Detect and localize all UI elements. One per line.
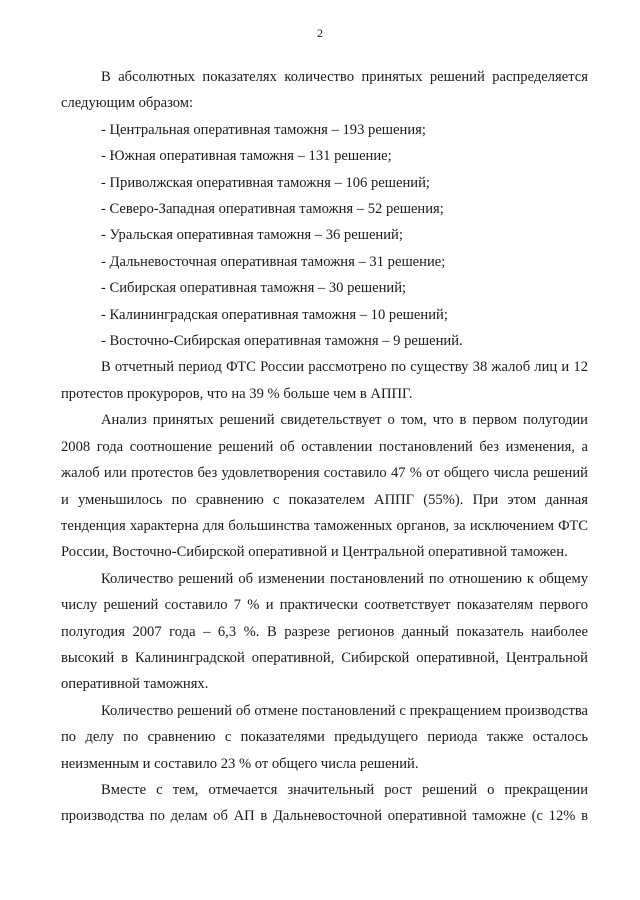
list-item: - Приволжская оперативная таможня – 106 решений;: [101, 174, 430, 191]
customs-decisions-list: [61, 117, 588, 355]
complaints-paragraph: В отчетный период ФТС России рассмотрено по существу 38 жалоб лиц и 12 протестов прокуроров, что на 39 % больше чем в АППГ.: [61, 359, 588, 402]
cancellation-paragraph: Количество решений об отмене постановлений с прекращением производства по делу по сравнению с показателями предыдущего периода также осталось неизменным и составило 23 % от общего числа решений.: [61, 702, 588, 772]
list-item: - Калининградская оперативная таможня – 10 решений;: [101, 306, 448, 323]
list-item: - Северо-Западная оперативная таможня – 52 решения;: [101, 201, 444, 218]
list-item: - Сибирская оперативная таможня – 30 решений;: [101, 280, 407, 297]
analysis-paragraph: Анализ принятых решений свидетельствует о том, что в первом полугодии 2008 года соотношение решений об оставлении постановлений без изменения, а жалоб или протестов без удовлетворения составило 47 % от общего числа решений и уменьшилось по сравнению с показателем АППГ (55%). При этом данная тенденция характерна для большинства таможенных органов, за исключением ФТС России, Восточно-Сибирской оперативной и Центральной оперативной таможен.: [61, 412, 588, 561]
list-item: - Восточно-Сибирская оперативная таможня – 9 решений.: [101, 333, 463, 350]
list-item: - Центральная оперативная таможня – 193 решения;: [101, 121, 426, 138]
document-body: [61, 64, 588, 830]
intro-paragraph: В абсолютных показателях количество принятых решений распределяется следующим образом:: [61, 69, 588, 112]
changes-paragraph: Количество решений об изменении постановлений по отношению к общему числу решений составило 7 % и практически соответствует показателям первого полугодия 2007 года – 6,3 %. В разрезе регионов данный показатель наиболее высокий в Калининградской оперативной, Сибирской оперативной, Центральной оперативной таможнях.: [61, 570, 588, 693]
list-item: - Уральская оперативная таможня – 36 решений;: [101, 227, 403, 244]
list-item: - Дальневосточная оперативная таможня – 31 решение;: [101, 253, 446, 270]
growth-paragraph: Вместе с тем, отмечается значительный рост решений о прекращении производства по делам об АП в Дальневосточной оперативной таможне (с 12% в: [61, 781, 588, 825]
list-item: - Южная оперативная таможня – 131 решение;: [101, 148, 392, 165]
page-number: 2: [317, 26, 323, 40]
